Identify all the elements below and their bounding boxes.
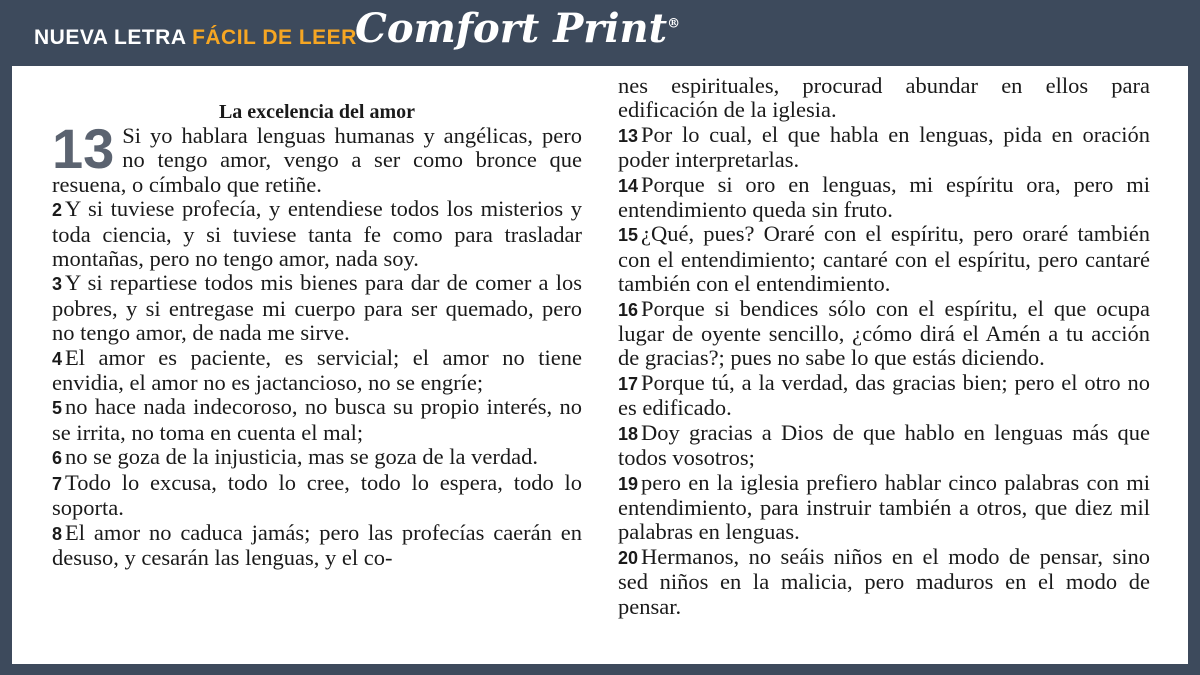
verse-text: Doy gracias a Dios de que hablo en lenguas más que todos vosotros; <box>618 419 1150 471</box>
verse <box>618 371 1150 421</box>
verse-text: Por lo cual, el que habla en lenguas, pida en oración poder interpretarlas. <box>618 121 1150 173</box>
verse-number: 14 <box>618 175 639 196</box>
verse-text: pero en la iglesia prefiero hablar cinco palabras con mi entendimiento, para instruir también a otros, que diez mil palabras en lenguas. <box>618 469 1150 545</box>
section-heading: La excelencia del amor <box>218 101 416 123</box>
verse-number: 6 <box>52 448 63 469</box>
verse-number: 15 <box>618 225 639 246</box>
verse <box>52 346 582 396</box>
verse-text: Y si tuviese profecía, y entendiese todos los misterios y toda ciencia, y si tuviese tanta fe como para trasladar montañas, pero no tengo amor, nada soy. <box>52 196 582 272</box>
right-column <box>618 74 1150 619</box>
tagline-accent: FÁCIL DE LEER <box>192 26 357 49</box>
verse-text: Todo lo excusa, todo lo cree, todo lo espera, todo lo soporta. <box>52 469 582 521</box>
verse-number: 5 <box>52 398 63 419</box>
verse <box>618 297 1150 371</box>
verse <box>618 123 1150 173</box>
brand-tagline <box>34 26 357 50</box>
verse-text: El amor no caduca jamás; pero las profecías caerán en desuso, y cesarán las lenguas, y el co- <box>52 519 582 570</box>
verse-text: Porque tú, a la verdad, das gracias bien; pero el otro no es edificado. <box>618 369 1150 421</box>
verse-number: 13 <box>618 125 639 146</box>
verse <box>52 197 582 271</box>
verse-text: ¿Qué, pues? Oraré con el espíritu, pero oraré también con el entendimiento; cantaré con el espíritu, pero cantaré también con el entendimiento. <box>618 221 1150 297</box>
verse <box>52 471 582 521</box>
verse <box>618 421 1150 471</box>
verse <box>618 173 1150 223</box>
verse-text: Porque si oro en lenguas, mi espíritu ora, pero mi entendimiento queda sin fruto. <box>618 171 1150 223</box>
verse-number: 2 <box>52 200 63 221</box>
registered-mark: ® <box>667 16 681 32</box>
verse-continuation: nes espirituales, procurad abundar en ellos para edificación de la iglesia. <box>618 73 1150 123</box>
verse-number: 4 <box>52 348 63 369</box>
tagline-text: NUEVA LETRA <box>34 26 193 49</box>
verse-text: no se goza de la injusticia, mas se goza de la verdad. <box>65 444 538 470</box>
verse <box>52 395 582 445</box>
verse <box>52 445 582 470</box>
verse-text: Porque si bendices sólo con el espíritu, el que ocupa lugar de oyente sencillo, ¿cómo dirá el Amén a tu acción de gracias?; pues no sabe lo que estás diciendo. <box>618 295 1150 371</box>
verse <box>618 222 1150 296</box>
verse-number: 20 <box>618 547 639 568</box>
verse-number: 16 <box>618 299 639 320</box>
verse-text: Y si repartiese todos mis bienes para dar de comer a los pobres, y si entregase mi cuerpo para ser quemado, pero no tengo amor, de nada me sirve. <box>52 270 582 346</box>
verse-number: 17 <box>618 373 639 394</box>
brand-title <box>355 5 680 52</box>
brand-title-text: Comfort Print <box>355 5 668 52</box>
verse-text: no hace nada indecoroso, no busca su propio interés, no se irrita, no toma en cuenta el mal; <box>52 394 582 445</box>
verse <box>52 521 582 571</box>
verse-number: 3 <box>52 274 63 295</box>
chapter-number: 13 <box>52 117 115 180</box>
verse-number: 8 <box>52 523 63 544</box>
left-column <box>52 100 582 570</box>
verse-text: Si yo hablara lenguas humanas y angélicas, pero no tengo amor, vengo a ser como bronce que resuena, o címbalo que retiñe. <box>52 123 582 197</box>
verse <box>618 545 1150 619</box>
verse-number: 18 <box>618 423 639 444</box>
verse <box>52 271 582 345</box>
page-body <box>12 66 1188 664</box>
verse <box>618 471 1150 545</box>
verse-number: 7 <box>52 473 63 494</box>
verse-number: 19 <box>618 473 639 494</box>
verse-text: Hermanos, no seáis niños en el modo de pensar, sino sed niños en la malicia, pero maduros en el modo de pensar. <box>618 543 1150 619</box>
header-bar <box>0 0 1200 66</box>
verse-text: El amor es paciente, es servicial; el amor no tiene envidia, el amor no es jactancioso, no se engríe; <box>52 344 582 396</box>
verse-1 <box>52 117 582 197</box>
